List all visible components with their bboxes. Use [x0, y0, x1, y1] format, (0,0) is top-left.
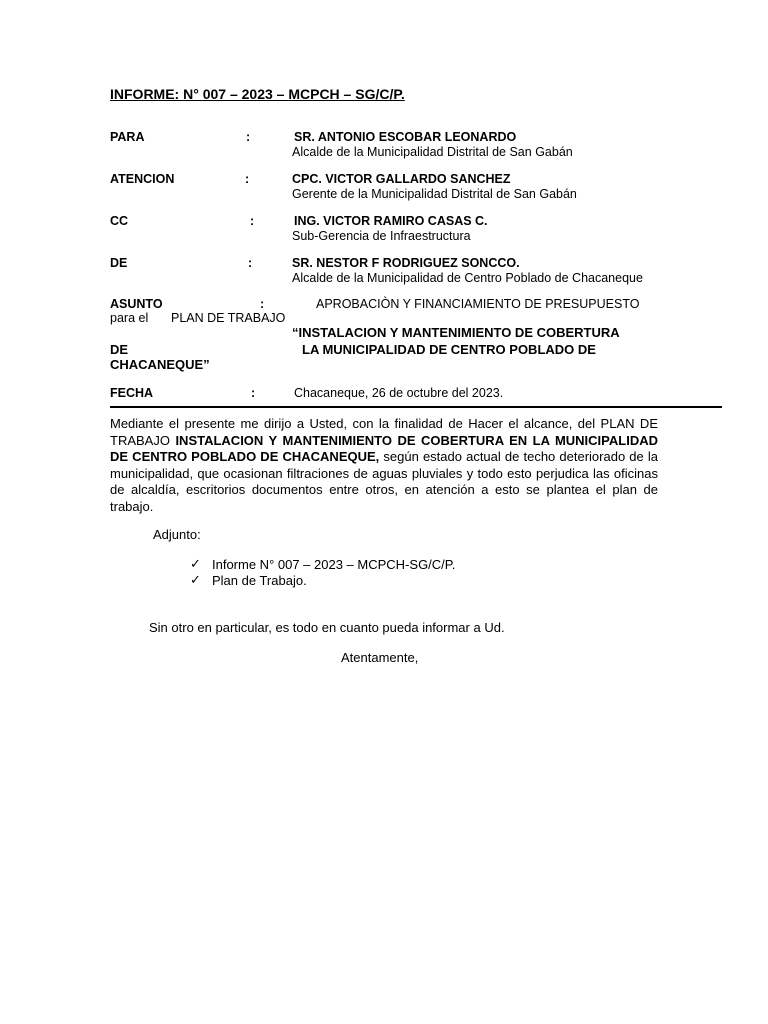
asunto-line1: APROBACIÒN Y FINANCIAMIENTO DE PRESUPUESTO [316, 297, 640, 311]
asunto-line2a: para el [110, 311, 149, 325]
asunto-line5: CHACANEQUE” [110, 357, 210, 372]
cc-colon: : [250, 214, 255, 228]
asunto-line3: “INSTALACION Y MANTENIMIENTO DE COBERTURA [292, 325, 620, 340]
para-label: PARA [110, 130, 145, 144]
closing-text: Sin otro en particular, es todo en cuanto pueda informar a Ud. [149, 620, 505, 635]
body-text-1: Mediante el presente me dirijo a Usted, con la finalidad de Hacer el alcance, del PLAN DE TRABAJO [110, 416, 658, 448]
fecha-colon: : [251, 386, 256, 400]
cc-role: Sub-Gerencia de Infraestructura [292, 229, 471, 243]
para-name: SR. ANTONIO ESCOBAR LEONARDO [294, 130, 517, 144]
para-role: Alcalde de la Municipalidad Distrital de San Gabán [292, 145, 573, 159]
atencion-colon: : [245, 172, 250, 186]
fecha-value: Chacaneque, 26 de octubre del 2023. [294, 386, 504, 400]
document-title: INFORME: N° 007 – 2023 – MCPCH – SG/C/P. [110, 86, 405, 102]
signoff-text: Atentamente, [341, 650, 419, 665]
cc-label: CC [110, 214, 129, 228]
body-paragraph [110, 416, 658, 516]
fecha-label: FECHA [110, 386, 154, 400]
atencion-label: ATENCION [110, 172, 175, 186]
body-text-bold: INSTALACION Y MANTENIMIENTO DE COBERTURA EN LA MUNICIPALIDAD DE CENTRO POBLADO DE CHACANEQUE, [110, 432, 658, 465]
adjunto-item-1: Informe N° 007 – 2023 – MCPCH-SG/C/P. [212, 557, 456, 572]
de-role: Alcalde de la Municipalidad de Centro Poblado de Chacaneque [292, 271, 643, 285]
check-icon: ✓ [190, 556, 201, 571]
header-divider [110, 406, 722, 408]
asunto-line2b: PLAN DE TRABAJO [171, 311, 286, 325]
asunto-line4a: DE [110, 342, 129, 357]
de-label: DE [110, 256, 128, 270]
asunto-line4b: LA MUNICIPALIDAD DE CENTRO POBLADO DE [302, 342, 596, 357]
adjunto-item-2: Plan de Trabajo. [212, 573, 307, 588]
adjunto-label: Adjunto: [153, 527, 201, 542]
para-colon: : [246, 130, 251, 144]
cc-name: ING. VICTOR RAMIRO CASAS C. [294, 214, 488, 228]
atencion-role: Gerente de la Municipalidad Distrital de San Gabán [292, 187, 577, 201]
atencion-name: CPC. VICTOR GALLARDO SANCHEZ [292, 172, 511, 186]
de-colon: : [248, 256, 253, 270]
body-text-2: según estado actual de techo deteriorado de la municipalidad, que ocasionan filtraciones de aguas pluviales y todo esto perjudica las oficinas de alcaldía, escritorios documentos entre otros, en atención a esto se plantea el plan de trabajo. [110, 449, 658, 514]
check-icon: ✓ [190, 572, 201, 587]
asunto-label: ASUNTO [110, 297, 163, 311]
de-name: SR. NESTOR F RODRIGUEZ SONCCO. [292, 256, 520, 270]
asunto-colon: : [260, 297, 265, 311]
